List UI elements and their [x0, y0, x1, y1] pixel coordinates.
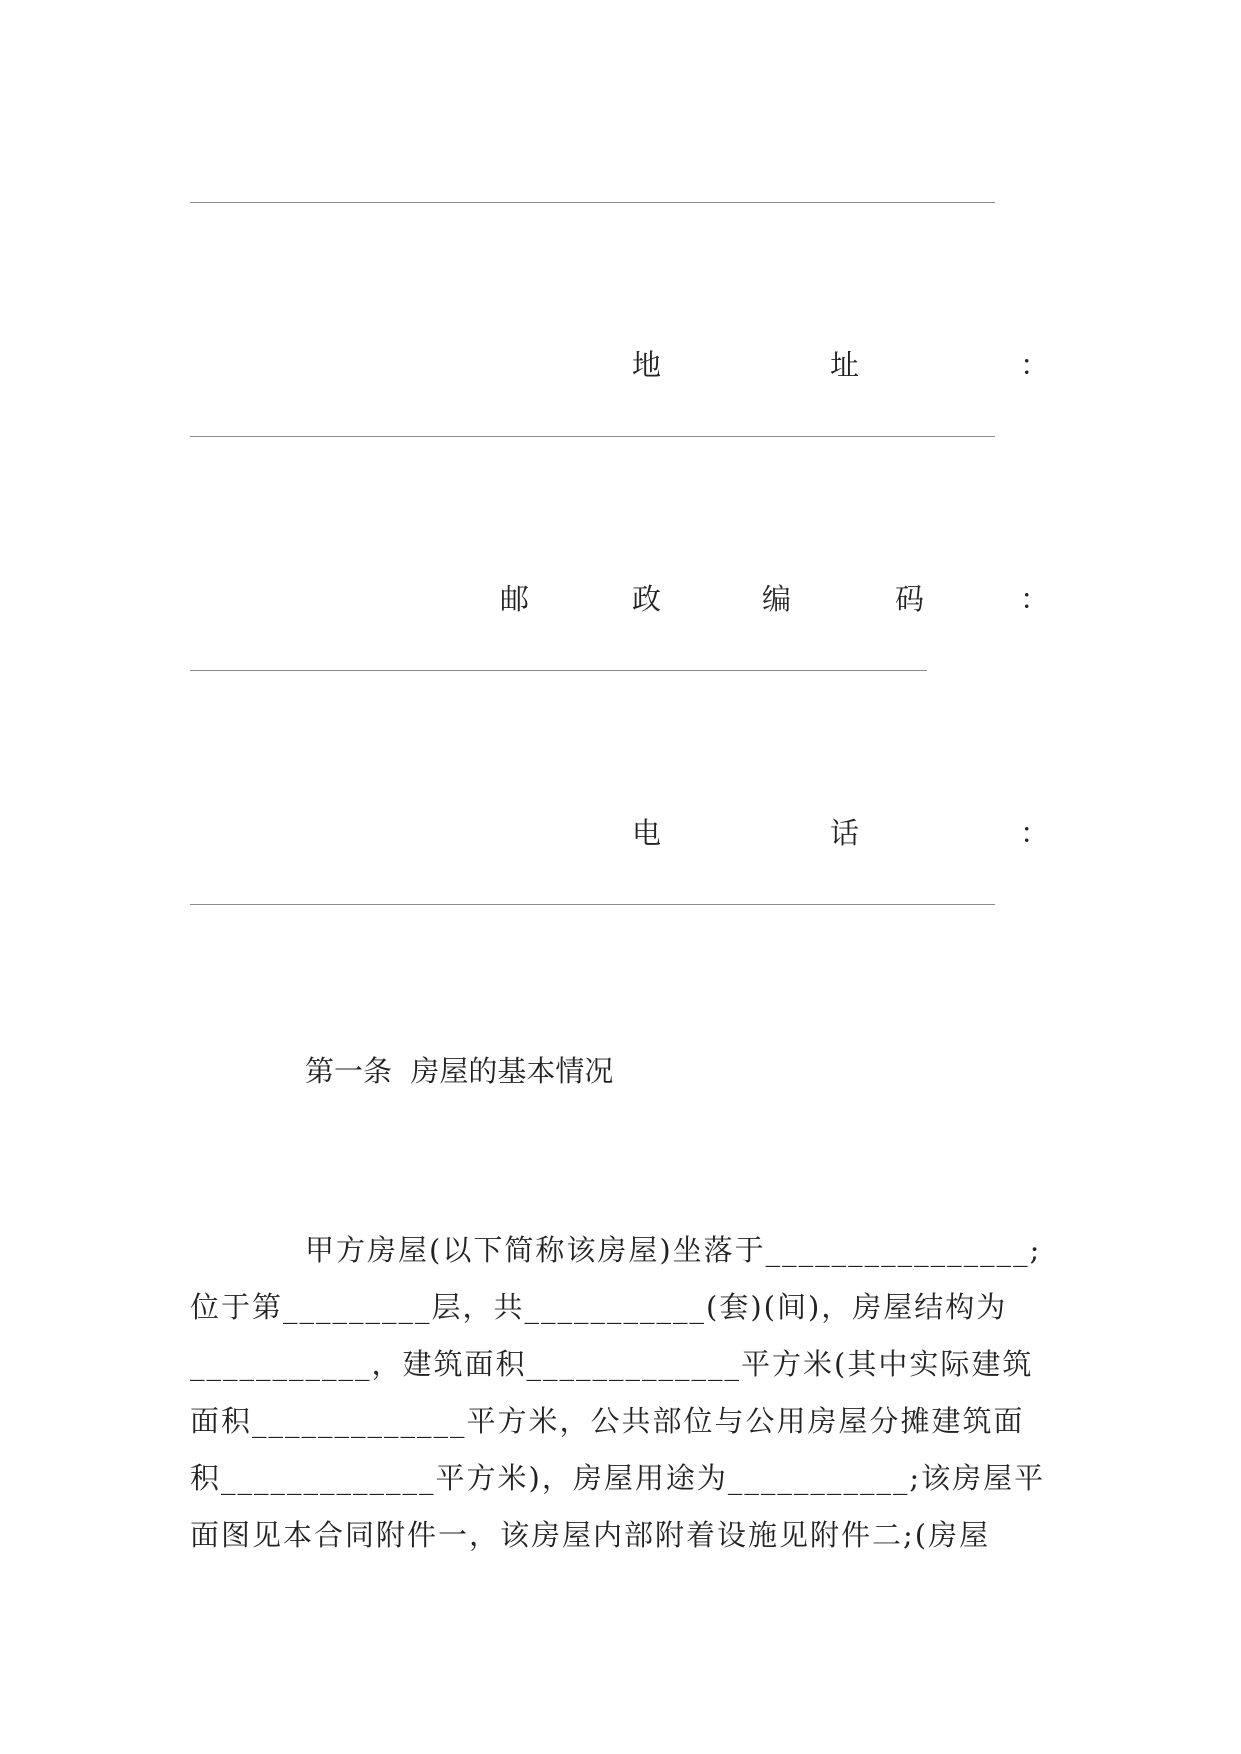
postcode-blank-line — [190, 670, 927, 671]
article-heading: 第一条 房屋的基本情况 — [305, 1054, 614, 1088]
address-label-row — [0, 345, 1241, 385]
paragraph-line: 位于第_________层，共___________(套)(间)，房屋结构为 — [190, 1290, 1008, 1324]
article-paragraph — [190, 1222, 1060, 1564]
postcode-label-char-2: 政 — [632, 582, 662, 616]
phone-blank-line — [190, 904, 995, 905]
address-label-char-2: 址 — [830, 348, 860, 382]
phone-label-colon: ： — [1020, 816, 1050, 850]
postcode-label-row — [0, 579, 1241, 619]
paragraph-line: 甲方房屋(以下简称该房屋)坐落于________________; — [305, 1233, 1042, 1267]
postcode-label-colon: ： — [1020, 582, 1050, 616]
phone-label-char-1: 电 — [632, 816, 662, 850]
phone-label-row — [0, 813, 1241, 853]
paragraph-line: 积_____________平方米)，房屋用途为___________;该房屋平 — [190, 1461, 1046, 1495]
paragraph-line: 面图见本合同附件一，该房屋内部附着设施见附件二;(房屋 — [190, 1518, 991, 1552]
address-blank-line — [190, 436, 995, 437]
blank-line-top — [190, 202, 995, 203]
paragraph-line: ___________，建筑面积_____________平方米(其中实际建筑 — [190, 1347, 1034, 1381]
address-label-colon: ： — [1020, 348, 1050, 382]
postcode-label-char-3: 编 — [762, 582, 792, 616]
phone-label-char-2: 话 — [830, 816, 860, 850]
postcode-label-char-4: 码 — [895, 582, 925, 616]
paragraph-line: 面积_____________平方米，公共部位与公用房屋分摊建筑面 — [190, 1404, 1025, 1438]
postcode-label-char-1: 邮 — [500, 582, 530, 616]
address-label-char-1: 地 — [632, 348, 662, 382]
